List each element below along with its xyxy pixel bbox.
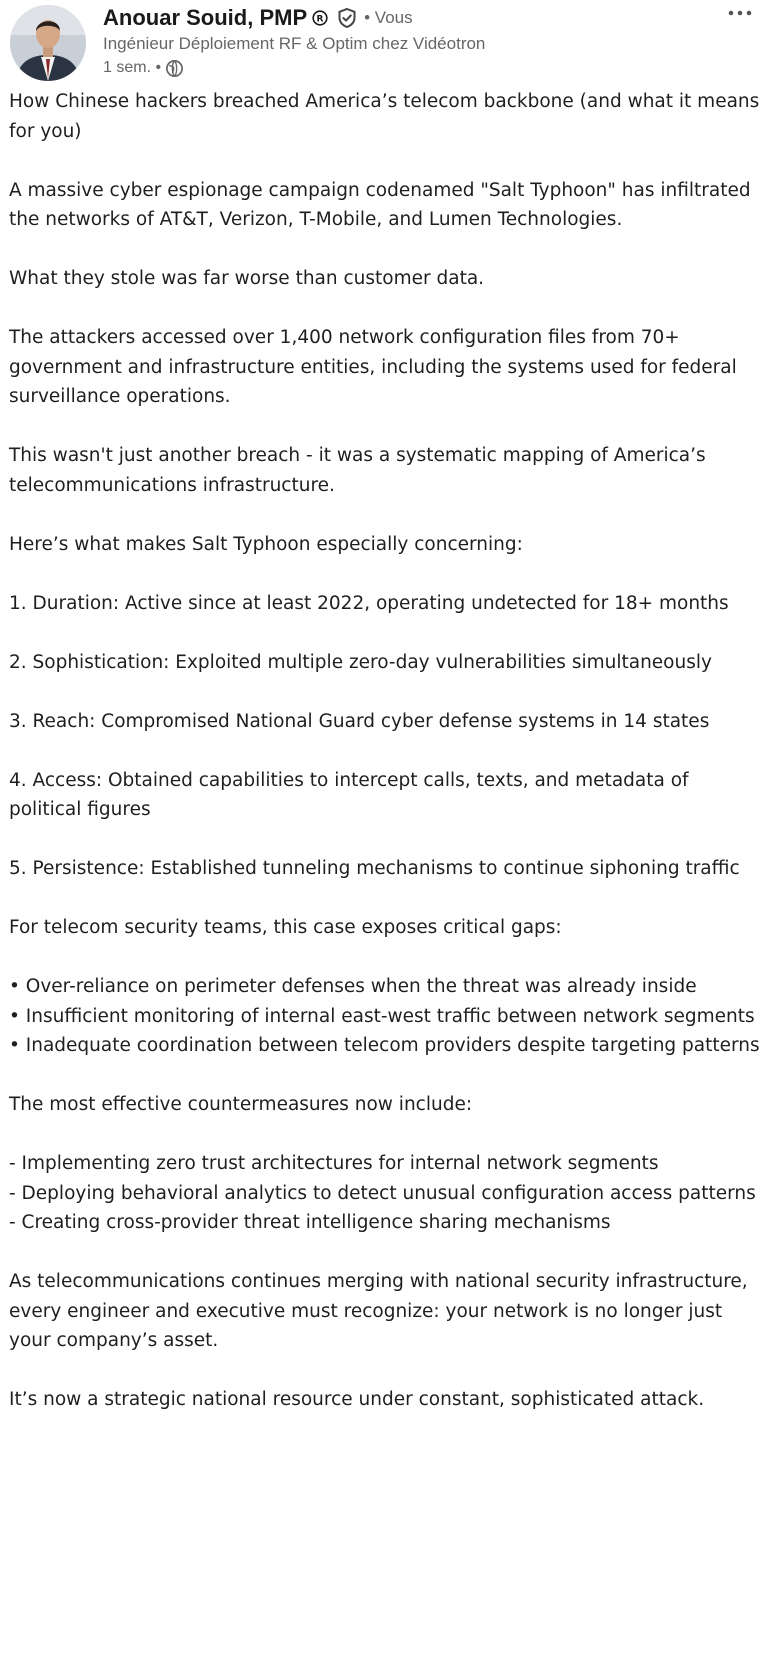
author-name-row: [103, 2, 413, 34]
connection-degree: • Vous: [364, 8, 413, 27]
post-meta: [103, 57, 184, 79]
more-options-icon[interactable]: [722, 0, 758, 26]
post-text: How Chinese hackers breached America’s telecom backbone (and what it means for you) A massive cyber espionage campaign codenamed "Salt Typhoon" has infiltrated the networks of AT&T, Verizon, T-Mobile, and Lumen Technologies. What they stole was far worse than customer data. The attackers accessed over 1,400 network configuration files from 70+ government and infrastructure entities, including the systems used for federal surveillance operations. This wasn't just another breach - it was a systematic mapping of America’s telecommunications infrastructure. Here’s what makes Salt Typhoon especially concerning: 1. Duration: Active since at least 2022, operating undetected for 18+ months 2. Sophistication: Exploited multiple zero-day vulnerabilities simultaneously 3. Reach: Compromised National Guard cyber defense systems in 14 states 4. Access: Obtained capabilities to intercept calls, texts, and metadata of political figures 5. Persistence: Established tunneling mechanisms to continue siphoning traffic For telecom security teams, this case exposes critical gaps: • Over-reliance on perimeter defenses when the threat was already inside • Insufficient monitoring of internal east-west traffic between network segments • Inadequate coordination between telecom providers despite targeting patterns The most effective countermeasures now include: - Implementing zero trust architectures for internal network segments - Deploying behavioral analytics to detect unusual configuration access patterns - Creating cross-provider threat intelligence sharing mechanisms As telecommunications continues merging with national security infrastructure, every engineer and executive must recognize: your network is no longer just your company’s asset. It’s now a strategic national resource under constant, sophisticated attack.: [9, 91, 760, 1410]
post-time: 1 sem. •: [103, 59, 162, 76]
author-headline: Ingénieur Déploiement RF & Optim chez Vidéotron: [103, 34, 486, 53]
author-name[interactable]: Anouar Souid, PMP: [103, 5, 308, 30]
globe-icon: [165, 59, 184, 78]
verified-shield-icon[interactable]: [336, 7, 358, 29]
premium-badge-icon: [312, 10, 328, 26]
svg-text:R: R: [316, 14, 324, 25]
avatar-photo: [10, 5, 86, 81]
post-header: [0, 0, 768, 92]
author-avatar[interactable]: [10, 5, 86, 81]
